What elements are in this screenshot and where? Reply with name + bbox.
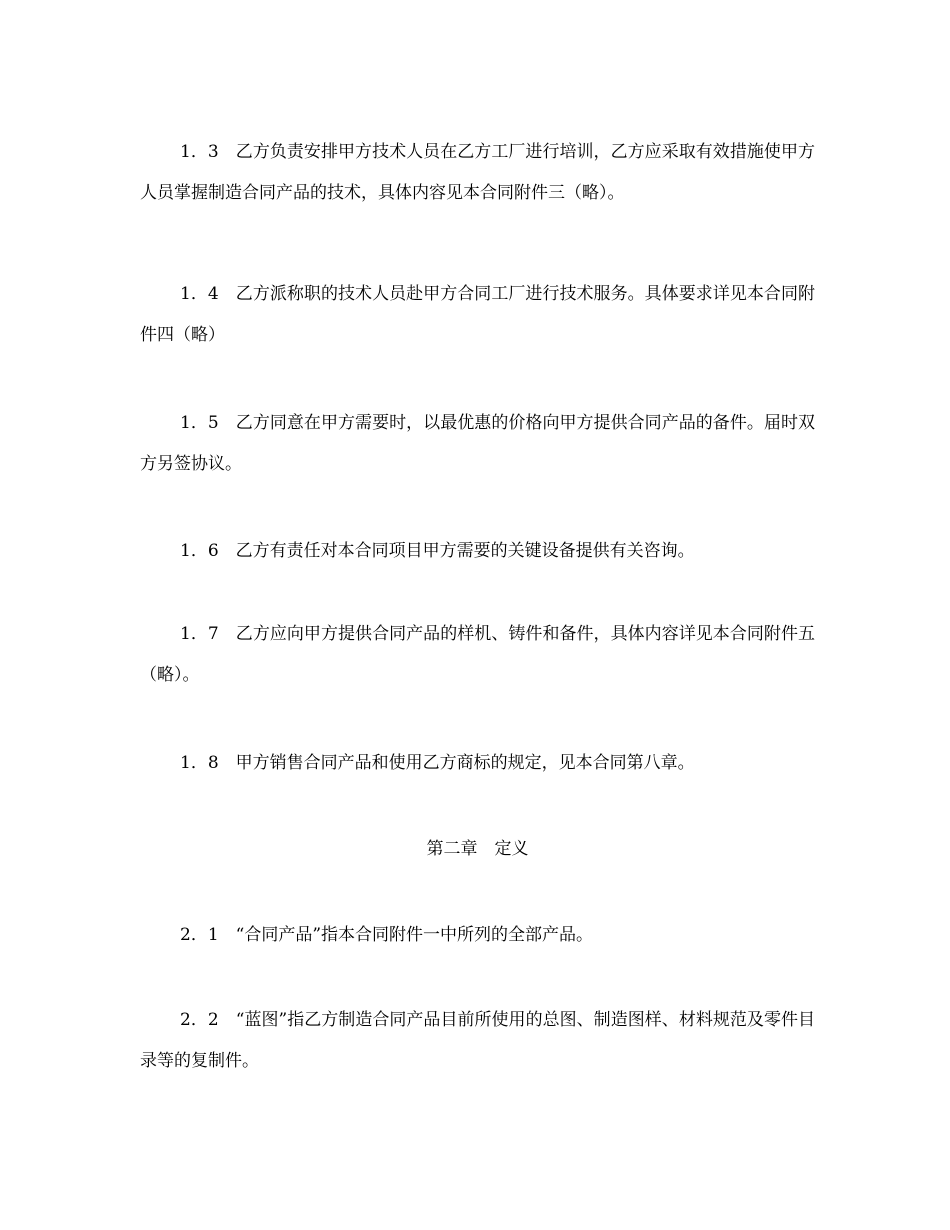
- definition-2-2: 2．2 “蓝图”指乙方制造合同产品目前所使用的总图、制造图样、材料规范及零件目录等的复制件。: [140, 1010, 815, 1071]
- definition-2-1: 2．1 “合同产品”指本合同附件一中所列的全部产品。: [180, 925, 594, 945]
- paragraph-1-4: 1．4 乙方派称职的技术人员赴甲方合同工厂进行技术服务。具体要求详见本合同附件四（略）: [140, 284, 815, 345]
- paragraph-1-7: 1．7 乙方应向甲方提供合同产品的样机、铸件和备件，具体内容详见本合同附件五（略）。: [140, 624, 815, 685]
- paragraph-1-6: 1．6 乙方有责任对本合同项目甲方需要的关键设备提供有关咨询。: [180, 541, 695, 561]
- paragraph-1-5: 1．5 乙方同意在甲方需要时，以最优惠的价格向甲方提供合同产品的备件。届时双方另签协议。: [140, 413, 815, 474]
- paragraph-1-3: 1．3 乙方负责安排甲方技术人员在乙方工厂进行培训，乙方应采取有效措施使甲方人员掌握制造合同产品的技术，具体内容见本合同附件三（略）。: [140, 142, 815, 203]
- chapter-heading: 第二章 定义: [426, 839, 529, 859]
- paragraph-1-8: 1．8 甲方销售合同产品和使用乙方商标的规定，见本合同第八章。: [180, 753, 695, 773]
